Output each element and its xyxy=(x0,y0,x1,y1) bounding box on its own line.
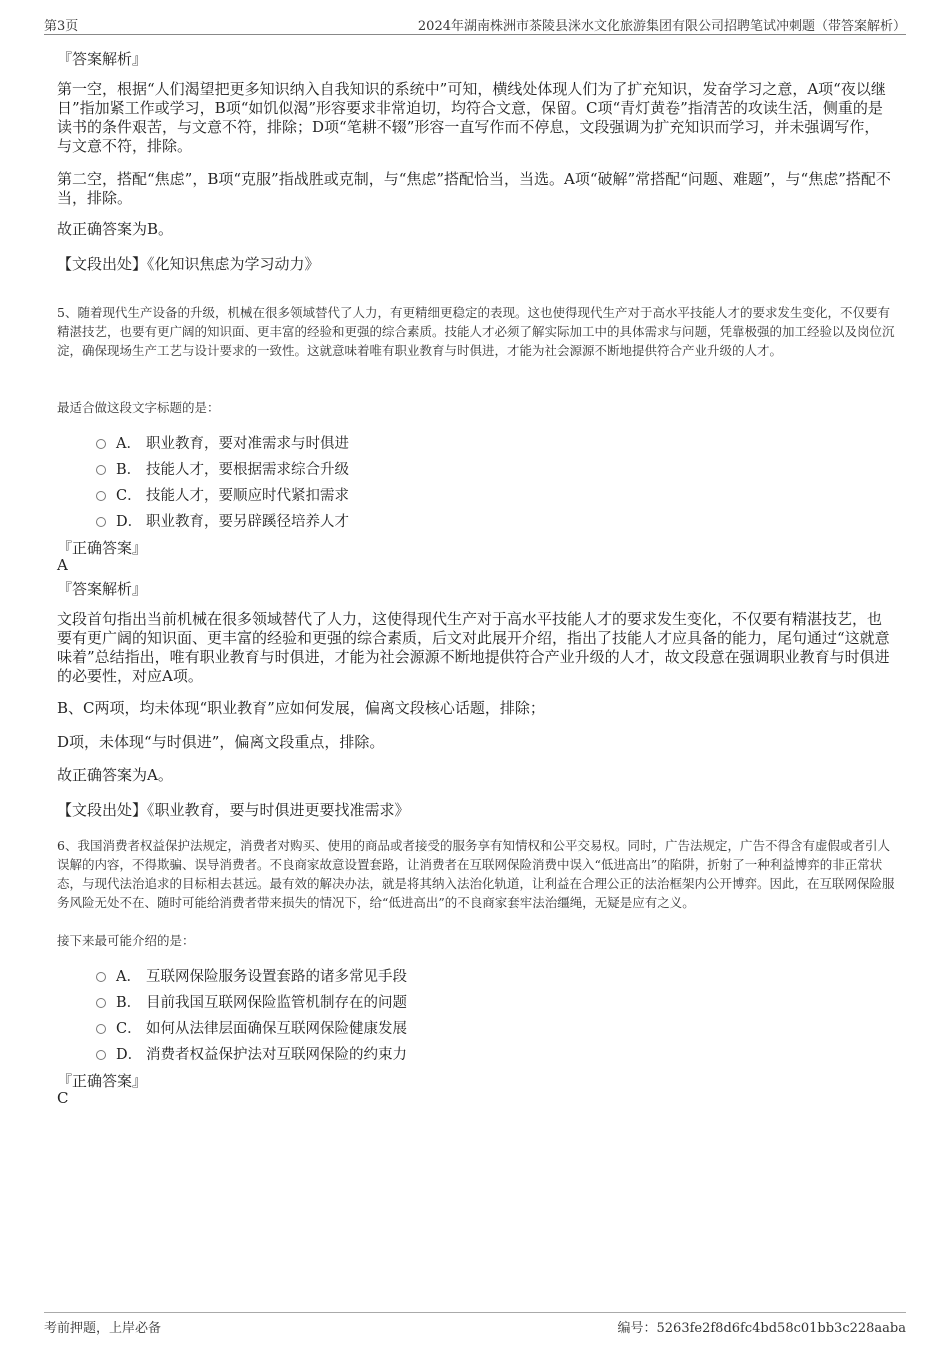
radio-icon[interactable] xyxy=(96,972,106,982)
radio-icon[interactable] xyxy=(96,1024,106,1034)
option-c[interactable]: C． 如何从法律层面确保互联网保险健康发展 xyxy=(96,1017,407,1038)
radio-icon[interactable] xyxy=(96,465,106,475)
conclusion-text: 故正确答案为B。 xyxy=(57,220,174,238)
analysis-paragraph: D项，未体现“与时俱进”，偏离文段重点，排除。 xyxy=(57,733,385,751)
page-header xyxy=(44,14,906,35)
source-text: 【文段出处】《职业教育，要与时俱进更要找准需求》 xyxy=(57,801,410,819)
option-c[interactable]: C． 技能人才，要顺应时代紧扣需求 xyxy=(96,484,349,505)
analysis-paragraph: 第二空，搭配“焦虑”，B项“克服”指战胜或克制，与“焦虑”搭配恰当，当选。A项“破解”常搭配“问题、难题”，与“焦虑”搭配不当，排除。 xyxy=(57,170,891,207)
question-text: 6、我国消费者权益保护法规定，消费者对购买、使用的商品或者接受的服务享有知情权和公平交易权。同时，广告法规定，广告不得含有虚假或者引人误解的内容，不得欺骗、误导消费者。不良商家故意设置套路，让消费者在互联网保险消费中误入“低进高出”的陷阱，折射了一种利益博弈的非正常状态，与现代法治追求的目标相去甚远。最有效的解决办法，就是将其纳入法治化轨道，让利益在合理公正的法治框架内公开博弈。因此，在互联网保险服务风险无处不在、随时可能给消费者带来损失的情况下，给“低进高出”的不良商家套牢法治缰绳，无疑是应有之义。 xyxy=(57,838,895,910)
analysis-paragraph: 第一空，根据“人们渴望把更多知识纳入自我知识的系统中”可知，横线处体现人们为了扩充知识，发奋学习之意，A项“夜以继日”指加紧工作或学习，B项“如饥似渴”形容要求非常迫切，均符合文意，保留。C项“青灯黄卷”指清苦的攻读生活，侧重的是读书的条件艰苦，与文意不符，排除；D项“笔耕不辍”形容一直写作而不停息，文段强调为扩充知识而学习，并未强调写作，与文意不符，排除。 xyxy=(57,80,886,155)
radio-icon[interactable] xyxy=(96,998,106,1008)
answer-label: 『正确答案』 xyxy=(57,1072,148,1090)
option-a[interactable]: A． 职业教育，要对准需求与时俱进 xyxy=(96,432,349,453)
question-prompt: 最适合做这段文字标题的是： xyxy=(57,400,220,415)
analysis-label: 『答案解析』 xyxy=(57,50,148,68)
footer-slogan: 考前押题，上岸必备 xyxy=(44,1321,162,1336)
radio-icon[interactable] xyxy=(96,1050,106,1060)
radio-icon[interactable] xyxy=(96,517,106,527)
option-d[interactable]: D． 职业教育，要另辟蹊径培养人才 xyxy=(96,510,349,531)
analysis-label: 『答案解析』 xyxy=(57,580,148,598)
source-text: 【文段出处】《化知识焦虑为学习动力》 xyxy=(57,255,320,273)
option-a[interactable]: A． 互联网保险服务设置套路的诸多常见手段 xyxy=(96,965,407,986)
analysis-paragraph: 文段首句指出当前机械在很多领域替代了人力，这使得现代生产对于高水平技能人才的要求发生变化，不仅要有精湛技艺，也要有更广阔的知识面、更丰富的经验和更强的综合素质，后文对此展开介绍，指出了技能人才应具备的能力，尾句通过“这就意味着”总结指出，唯有职业教育与时俱进，才能为社会源源不断地提供符合产业升级的人才，故文段意在强调职业教育与时俱进的必要性，对应A项。 xyxy=(57,610,890,685)
question-text: 5、随着现代生产设备的升级，机械在很多领域替代了人力，有更精细更稳定的表现。这也使得现代生产对于高水平技能人才的要求发生变化，不仅要有精湛技艺，也要有更广阔的知识面、更丰富的经验和更强的综合素质。技能人才必须了解实际加工中的具体需求与问题，凭靠极强的加工经验以及岗位沉淀，确保现场生产工艺与设计要求的一致性。这就意味着唯有职业教育与时俱进，才能为社会源源不断地提供符合产业升级的人才。 xyxy=(57,305,895,358)
conclusion-text: 故正确答案为A。 xyxy=(57,766,173,784)
document-title: 2024年湖南株洲市茶陵县洣水文化旅游集团有限公司招聘笔试冲刺题（带答案解析） xyxy=(417,19,906,34)
document-id: 编号：5263fe2f8d6fc4bd58c01bb3c228aaba xyxy=(617,1321,906,1336)
answer-label: 『正确答案』 xyxy=(57,539,148,557)
option-d[interactable]: D． 消费者权益保护法对互联网保险的约束力 xyxy=(96,1043,407,1064)
radio-icon[interactable] xyxy=(96,439,106,449)
question-prompt: 接下来最可能介绍的是： xyxy=(57,933,195,948)
answer-value: A xyxy=(57,556,68,574)
analysis-paragraph: B、C两项，均未体现“职业教育”应如何发展，偏离文段核心话题，排除； xyxy=(57,699,545,717)
page-footer xyxy=(44,1312,906,1337)
option-b[interactable]: B． 目前我国互联网保险监管机制存在的问题 xyxy=(96,991,407,1012)
option-b[interactable]: B． 技能人才，要根据需求综合升级 xyxy=(96,458,349,479)
answer-value: C xyxy=(57,1089,69,1107)
radio-icon[interactable] xyxy=(96,491,106,501)
page-number: 第3页 xyxy=(44,19,79,34)
